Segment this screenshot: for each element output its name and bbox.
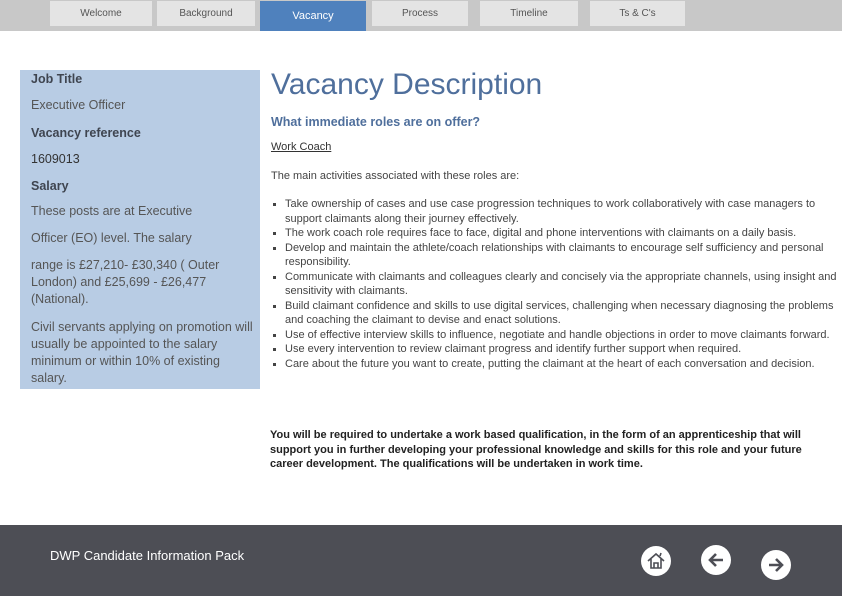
role-name: Work Coach — [271, 141, 332, 153]
forward-arrow-icon[interactable] — [761, 550, 791, 580]
list-item: The work coach role requires face to face, digital and phone interventions with claimants on a daily basis. — [271, 226, 842, 241]
salary-range: range is £27,210- £30,340 ( Outer London) and £25,699 - £26,477 (National). — [31, 258, 220, 306]
promotion-note: Civil servants applying on promotion will usually be appointed to the salary minimum or within 10% of existing salary. — [31, 320, 253, 385]
list-item: Use every intervention to review claimant progress and identify further support when required. — [271, 342, 842, 357]
activities-list — [271, 197, 842, 371]
tab-background[interactable]: Background — [157, 1, 255, 26]
list-item: Develop and maintain the athlete/coach relationships with claimants to encourage self sufficiency and personal responsibility. — [271, 241, 842, 270]
job-title: Executive Officer — [31, 98, 126, 112]
job-summary-panel — [20, 70, 260, 389]
list-item: Build claimant confidence and skills to use digital services, challenging when necessary diagnosing the problems and coaching the claimant to devise and enact solutions. — [271, 299, 842, 328]
roles-subheading: What immediate roles are on offer? — [271, 115, 481, 129]
salary-heading: Salary — [31, 179, 69, 193]
salary-text-2: Officer (EO) level. The salary — [31, 231, 192, 245]
activities-intro: The main activities associated with these roles are: — [271, 170, 520, 182]
salary-text-1: These posts are at Executive — [31, 204, 193, 218]
tab-welcome[interactable]: Welcome — [50, 1, 152, 26]
tab-ts-cs[interactable]: Ts & C's — [590, 1, 685, 26]
top-nav — [0, 0, 842, 31]
list-item: Care about the future you want to create, putting the claimant at the heart of each conversation and decision. — [271, 357, 842, 372]
qualification-note: You will be required to undertake a work based qualification, in the form of an apprenticeship that will support you in further developing your professional knowledge and skills for this role and your future career development. The qualifications will be undertaken in work time. — [270, 429, 802, 470]
page-title: Vacancy Description — [271, 68, 543, 101]
tab-vacancy[interactable]: Vacancy — [260, 1, 366, 31]
list-item: Communicate with claimants and colleagues clearly and concisely via the appropriate channels, using insight and sensitivity with claimants. — [271, 270, 842, 299]
vacancy-reference: 1609013 — [31, 152, 80, 166]
tab-process[interactable]: Process — [372, 1, 468, 26]
home-icon[interactable] — [641, 546, 671, 576]
back-arrow-icon[interactable] — [701, 545, 731, 575]
tab-timeline[interactable]: Timeline — [480, 1, 578, 26]
vacancy-reference-heading: Vacancy reference — [31, 126, 141, 140]
footer-label: DWP Candidate Information Pack — [50, 548, 245, 563]
footer — [0, 525, 842, 596]
job-title-heading: Job Title — [31, 72, 83, 86]
list-item: Use of effective interview skills to influence, negotiate and handle objections in order to move claimants forward. — [271, 328, 842, 343]
list-item: Take ownership of cases and use case progression techniques to work collaboratively with case managers to support claimants along their journey effectively. — [271, 197, 842, 226]
